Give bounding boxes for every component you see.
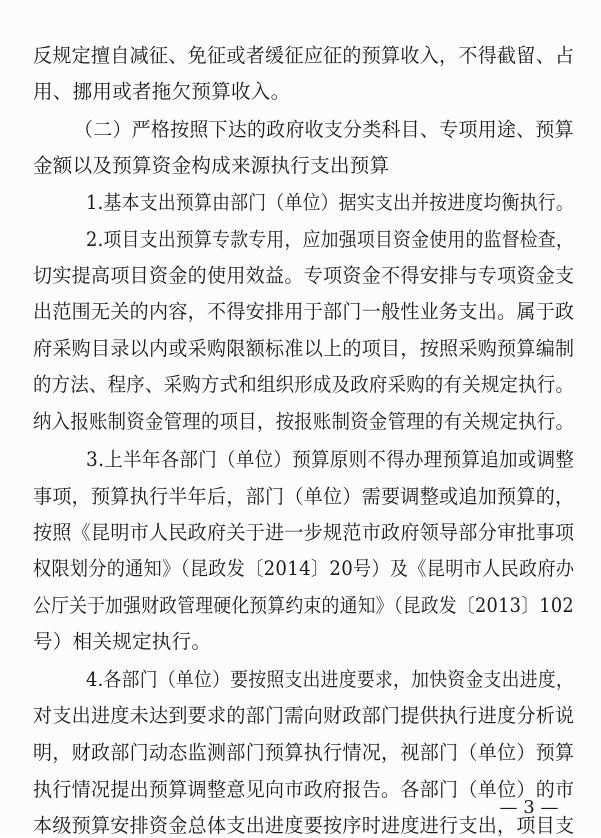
paragraph-line: 事项，预算执行半年后，部门（单位）需要调整或追加预算的， [33, 485, 575, 508]
paragraph-line: 反规定擅自减征、免征或者缓征应征的预算收入，不得截留、占 [33, 44, 575, 67]
section-heading-line: （二）严格按照下达的政府收支分类科目、专项用途、预算 [74, 118, 574, 141]
paragraph-line: 对支出进度未达到要求的部门需向财政部门提供执行进度分析说 [33, 704, 575, 727]
paragraph-line: 公厅关于加强财政管理硬化预算约束的通知》（昆政发〔2013〕102 [33, 594, 574, 617]
paragraph-line: 4.各部门（单位）要按照支出进度要求，加快资金支出进度， [86, 668, 575, 691]
paragraph-line: 的方法、程序、采购方式和组织形成及政府采购的有关规定执行。 [33, 373, 575, 396]
page-number: — 3 — [499, 797, 559, 818]
paragraph-line: 明，财政部门动态监测部门预算执行情况，视部门（单位）预算 [33, 741, 575, 764]
paragraph-line: 3.上半年各部门（单位）预算原则不得办理预算追加或调整 [86, 448, 575, 471]
paragraph-line: 切实提高项目资金的使用效益。专项资金不得安排与专项资金支 [33, 264, 575, 287]
paragraph-line: 本级预算安排资金总体支出进度要按序时进度进行支出，项目支 [33, 814, 575, 837]
section-heading-line: 金额以及预算资金构成来源执行支出预算 [33, 154, 390, 177]
paragraph-line: 执行情况提出预算调整意见向市政府报告。各部门（单位）的市 [33, 778, 575, 801]
paragraph-line: 号）相关规定执行。 [33, 630, 212, 653]
paragraph-line: 权限划分的通知》（昆政发〔2014〕20号）及《昆明市人民政府办 [33, 557, 575, 580]
paragraph-line: 按照《昆明市人民政府关于进一步规范市政府领导部分审批事项 [33, 521, 575, 544]
paragraph-line: 2.项目支出预算专款专用，应加强项目资金使用的监督检查， [86, 228, 575, 251]
paragraph-line: 府采购目录以内或采购限额标准以上的项目，按照采购预算编制 [33, 337, 575, 360]
paragraph-line: 用、挪用或者拖欠预算收入。 [33, 80, 291, 103]
paragraph-line: 出范围无关的内容，不得安排用于部门一般性业务支出。属于政 [33, 300, 575, 323]
paragraph-line: 纳入报账制资金管理的项目，按报账制资金管理的有关规定执行。 [33, 410, 575, 433]
paragraph-line: 1.基本支出预算由部门（单位）据实支出并按进度均衡执行。 [86, 191, 575, 214]
